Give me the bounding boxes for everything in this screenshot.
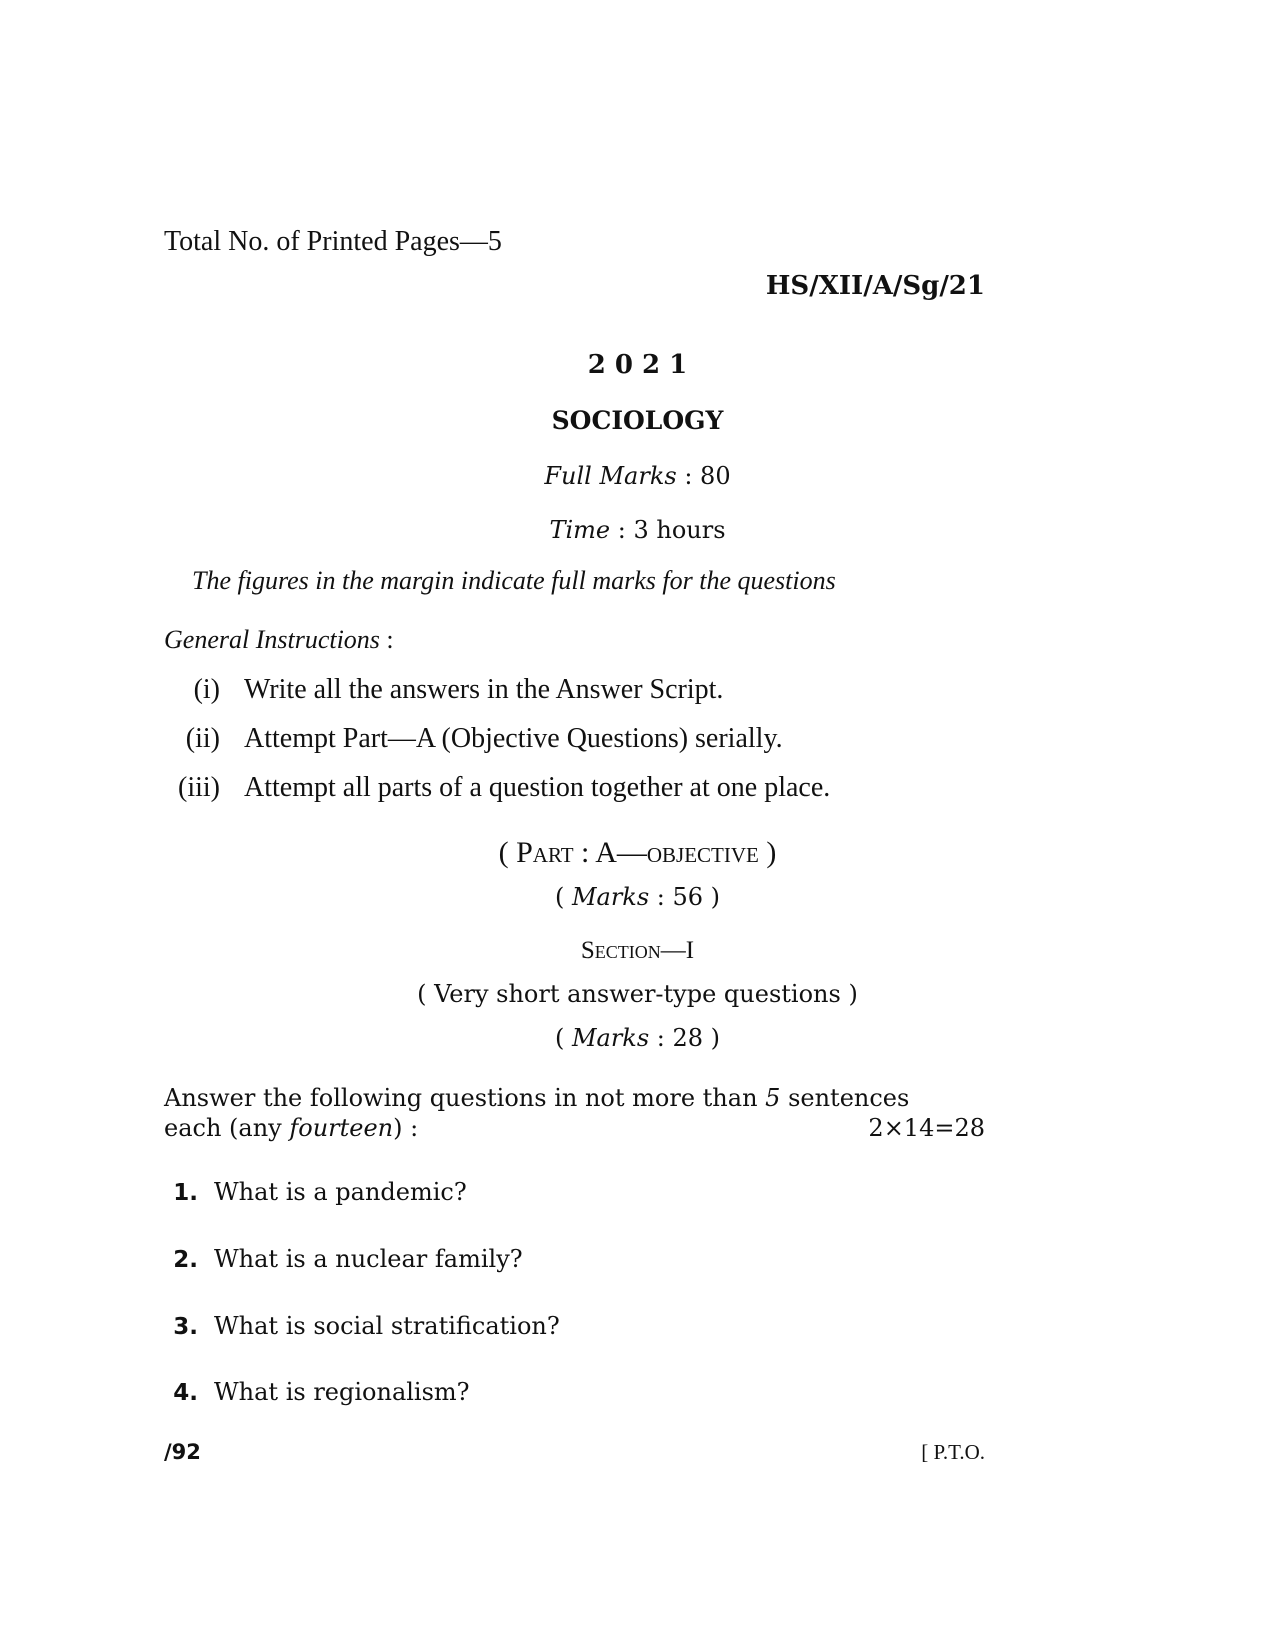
section-title: Section—I [580,937,695,964]
instruction-text-a: Answer the following questions in not more than [164,1084,766,1112]
question-number: 4. [173,1380,198,1406]
exam-year: 2 0 2 1 [587,350,688,380]
instructions-heading [164,627,394,653]
question-item [164,1247,523,1272]
instruction-item [164,774,830,802]
footer-code: /92 [164,1440,201,1464]
part-marks-value: : 56 ) [649,883,721,911]
printed-pages-count: Total No. of Printed Pages—5 [164,226,502,257]
section-subtitle: ( Very short answer-type questions ) [417,980,858,1008]
instruction-number: (ii) [185,723,220,754]
part-marks [0,885,1211,909]
question-text: What is regionalism? [214,1378,470,1406]
instruction-text-c: each (any [164,1114,290,1142]
full-marks-value: : 80 [684,462,731,490]
instruction-text: Attempt Part—A (Objective Questions) serially. [244,723,783,754]
section-marks-value: : 28 ) [649,1024,721,1052]
time-value: : 3 hours [617,516,726,544]
instruction-text: Attempt all parts of a question together at one place. [244,772,831,803]
margin-note: The figures in the margin indicate full marks for the questions [192,566,836,595]
instruction-text-b: sentences [780,1084,910,1112]
instruction-item [164,725,783,753]
instruction-number: (i) [193,674,220,705]
instruction-item [164,676,723,704]
question-text: What is a pandemic? [214,1178,467,1206]
section-instruction-line1 [164,1086,909,1110]
part-marks-open: ( [554,883,572,911]
paper-code: HS/XII/A/Sg/21 [765,271,985,301]
question-number: 2. [173,1247,198,1273]
part-close-paren: ) [758,836,777,869]
section-instruction-line2 [164,1116,418,1140]
question-item [164,1314,560,1339]
instruction-sentence-count: 5 [765,1084,781,1112]
full-marks-label: Full Marks [544,462,677,490]
full-marks [0,464,1211,488]
subject-title: SOCIOLOGY [551,406,724,435]
section-marks [0,1026,1211,1050]
time-label: Time [549,516,611,544]
exam-time [0,518,1211,542]
question-number: 1. [173,1180,198,1206]
instruction-text: Write all the answers in the Answer Script. [244,674,724,705]
please-turn-over: [ P.T.O. [921,1440,985,1464]
question-number: 3. [173,1314,198,1340]
instruction-number: (iii) [178,772,220,803]
section-marks-open: ( [554,1024,572,1052]
instructions-heading-colon: : [379,625,394,654]
question-text: What is social stratification? [214,1312,560,1340]
part-open-paren: ( [498,836,517,869]
instruction-count-word: fourteen [289,1114,394,1142]
question-item [164,1180,467,1205]
marks-scheme: 2×14=28 [868,1114,985,1142]
section-marks-label: Marks [571,1024,650,1052]
question-item [164,1380,470,1405]
instruction-text-d: ) : [393,1114,419,1142]
part-marks-label: Marks [571,883,650,911]
instructions-heading-label: General Instructions [164,625,380,654]
part-label: Part : A—objective [516,836,759,869]
question-text: What is a nuclear family? [214,1245,523,1273]
part-heading [0,838,1211,868]
